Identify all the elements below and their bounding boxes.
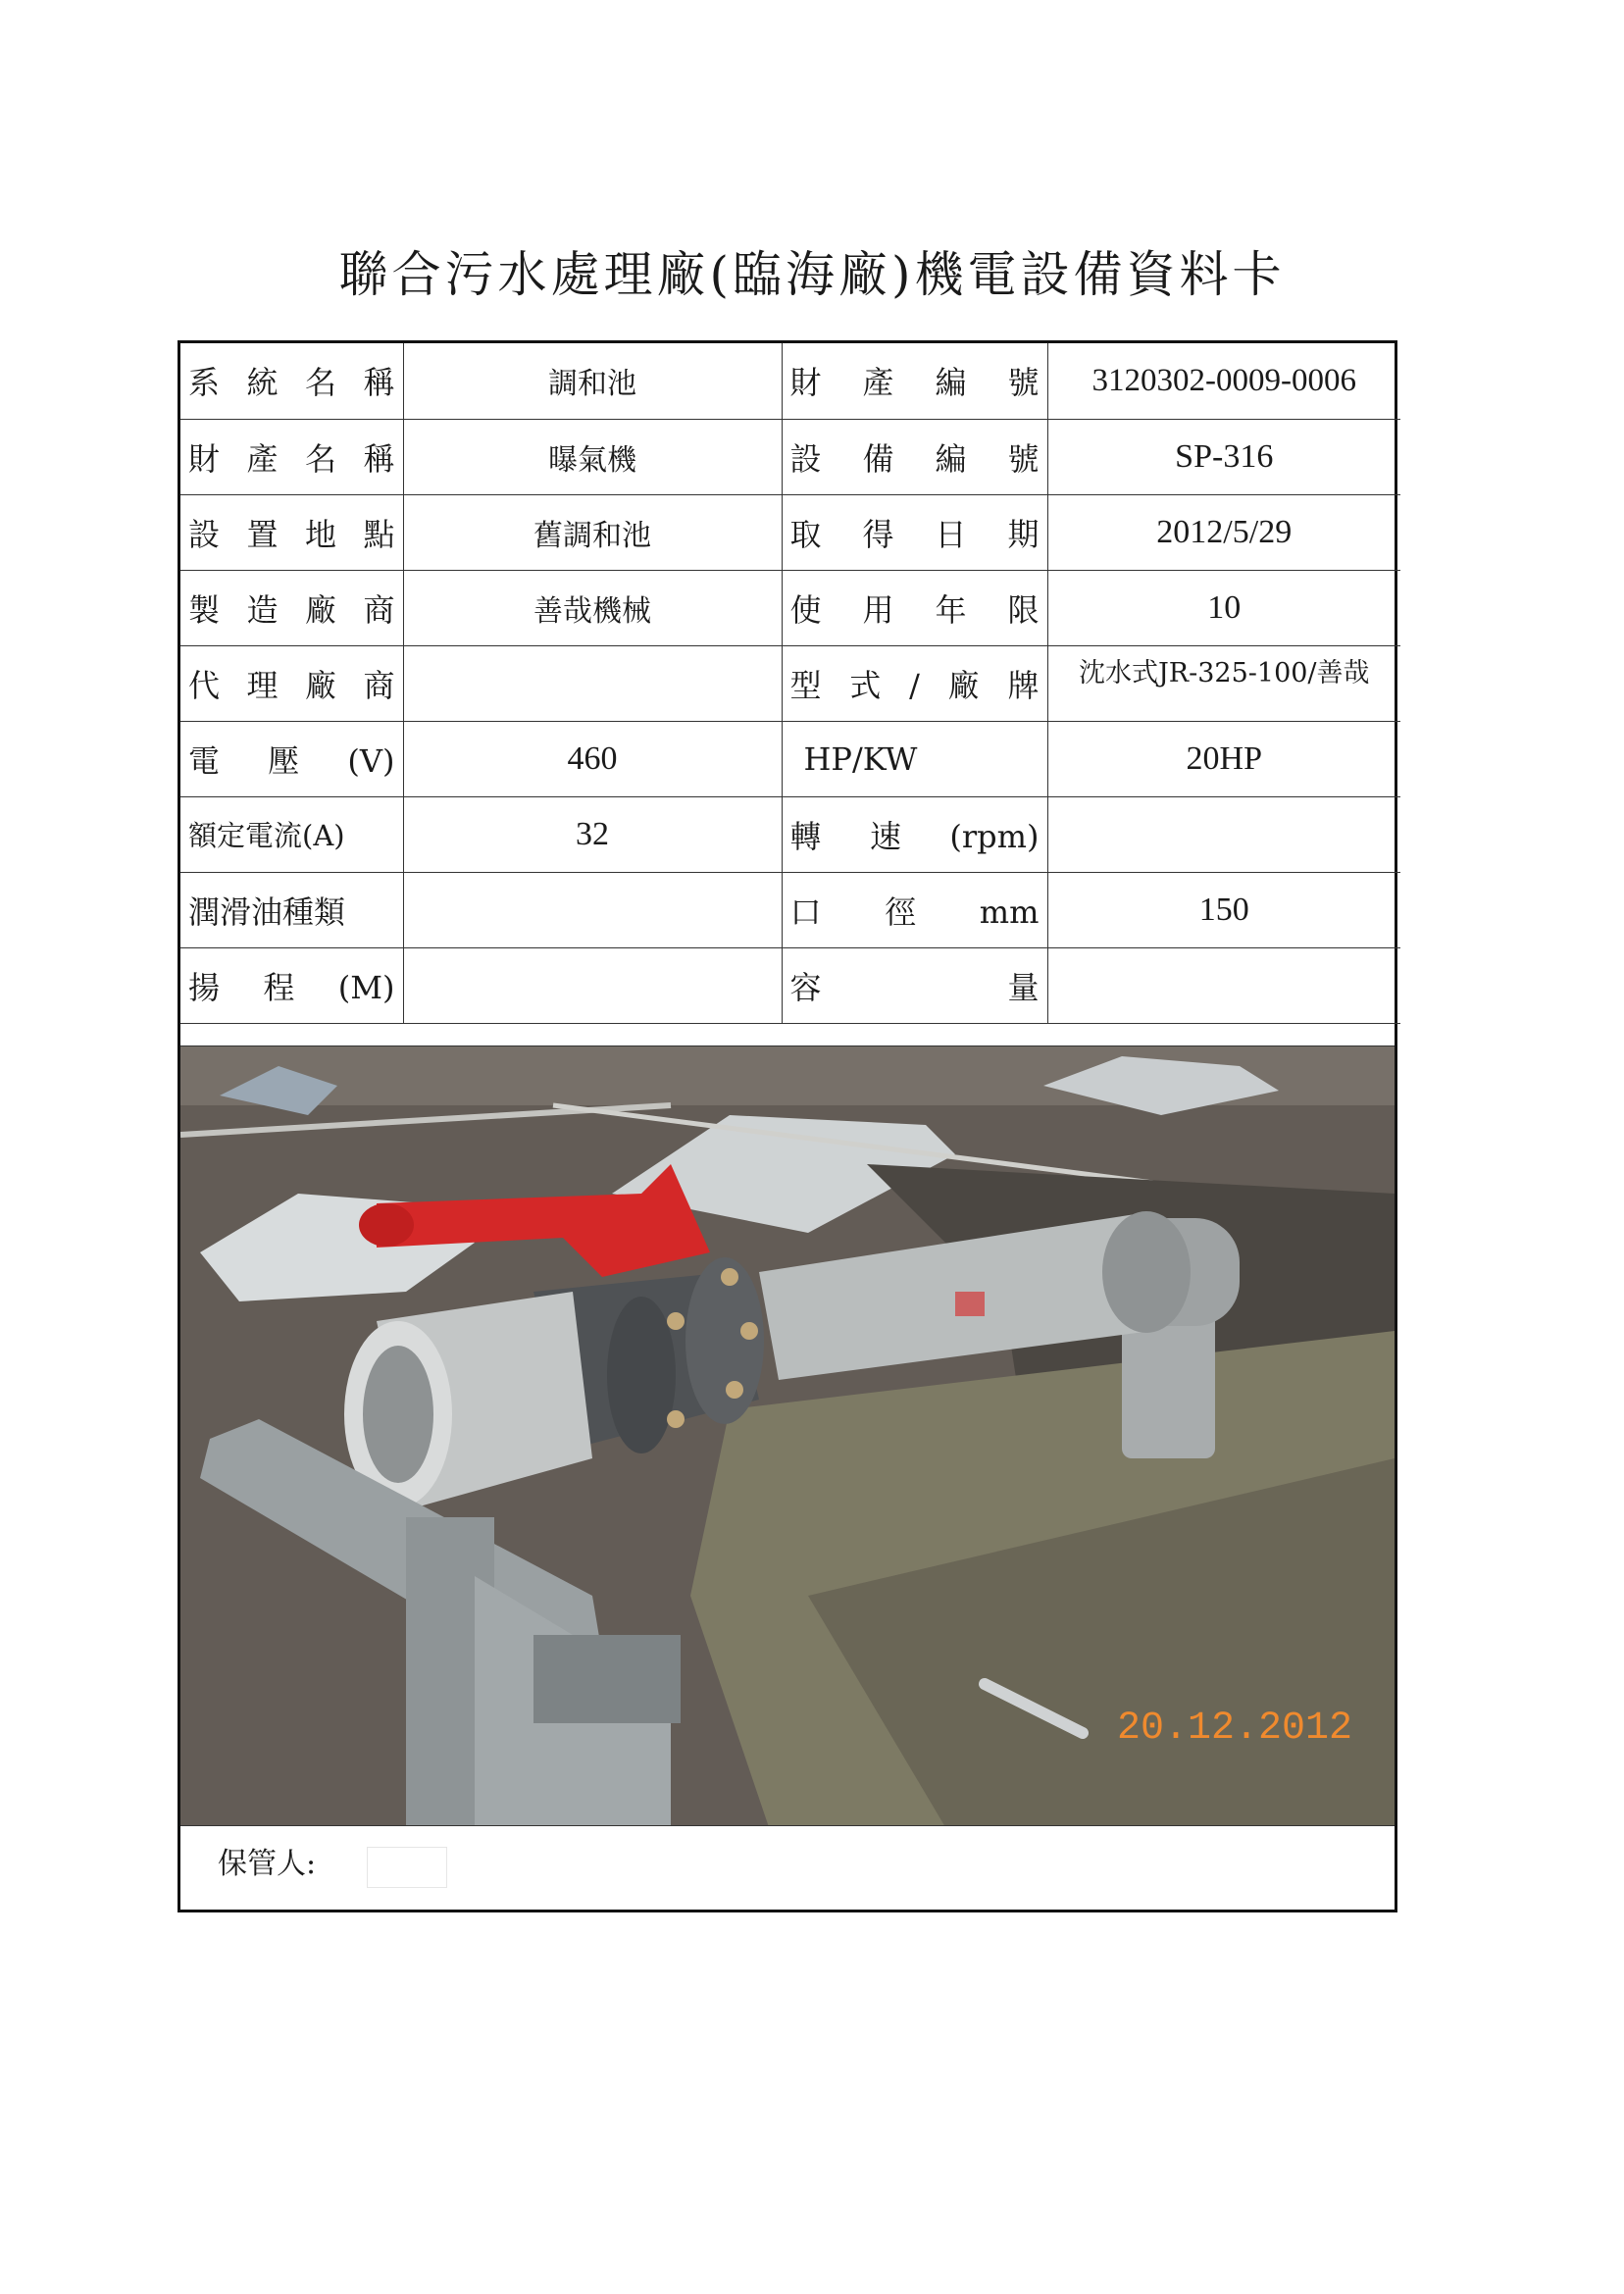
label-acquired-date: 取得日期 bbox=[782, 494, 1047, 570]
label-lubricant: 潤滑油種類 bbox=[180, 872, 403, 947]
table-row bbox=[180, 343, 1400, 419]
equipment-card bbox=[178, 340, 1397, 1912]
table-row bbox=[180, 721, 1400, 796]
label-voltage: 電壓(V) bbox=[180, 721, 403, 796]
value-capacity bbox=[1047, 947, 1400, 1023]
label-rpm: 轉速(rpm) bbox=[782, 796, 1047, 872]
value-property-name: 曝氣機 bbox=[403, 419, 782, 494]
value-acquired-date: 2012/5/29 bbox=[1047, 494, 1400, 570]
keeper-label: 保管人: bbox=[218, 1847, 317, 1881]
value-agent bbox=[403, 645, 782, 721]
date-stamp: 20.12.2012 bbox=[1116, 1707, 1353, 1751]
value-hp-kw: 20HP bbox=[1047, 721, 1400, 796]
table-row bbox=[180, 796, 1400, 872]
label-service-life: 使用年限 bbox=[782, 570, 1047, 645]
label-diameter: 口徑mm bbox=[782, 872, 1047, 947]
value-head bbox=[403, 947, 782, 1023]
label-location: 設置地點 bbox=[180, 494, 403, 570]
label-equipment-number: 設備編號 bbox=[782, 419, 1047, 494]
table-row bbox=[180, 645, 1400, 721]
label-system-name: 系統名稱 bbox=[180, 343, 403, 419]
value-rpm bbox=[1047, 796, 1400, 872]
value-system-name: 調和池 bbox=[403, 343, 782, 419]
value-model-brand: 沈水式JR-325-100/善哉 bbox=[1047, 645, 1400, 721]
value-equipment-number: SP-316 bbox=[1047, 419, 1400, 494]
label-agent: 代理廠商 bbox=[180, 645, 403, 721]
label-manufacturer: 製造廠商 bbox=[180, 570, 403, 645]
equipment-photo bbox=[180, 1045, 1395, 1826]
label-property-name: 財產名稱 bbox=[180, 419, 403, 494]
table-row bbox=[180, 947, 1400, 1023]
table-row bbox=[180, 872, 1400, 947]
value-rated-current: 32 bbox=[403, 796, 782, 872]
value-service-life: 10 bbox=[1047, 570, 1400, 645]
label-rated-current: 額定電流(A) bbox=[180, 796, 403, 872]
label-property-number: 財產編號 bbox=[782, 343, 1047, 419]
keeper-signature-box bbox=[367, 1847, 447, 1888]
value-diameter: 150 bbox=[1047, 872, 1400, 947]
info-table bbox=[180, 343, 1400, 1024]
table-row bbox=[180, 570, 1400, 645]
value-lubricant bbox=[403, 872, 782, 947]
table-row bbox=[180, 494, 1400, 570]
value-location: 舊調和池 bbox=[403, 494, 782, 570]
value-manufacturer: 善哉機械 bbox=[403, 570, 782, 645]
label-capacity: 容量 bbox=[782, 947, 1047, 1023]
label-model-brand: 型式/廠牌 bbox=[782, 645, 1047, 721]
page-title: 聯合污水處理廠(臨海廠)機電設備資料卡 bbox=[338, 246, 1286, 303]
value-voltage: 460 bbox=[403, 721, 782, 796]
label-head: 揚程(M) bbox=[180, 947, 403, 1023]
table-row bbox=[180, 419, 1400, 494]
value-property-number: 3120302-0009-0006 bbox=[1047, 343, 1400, 419]
label-hp-kw: HP/KW bbox=[782, 721, 1047, 796]
